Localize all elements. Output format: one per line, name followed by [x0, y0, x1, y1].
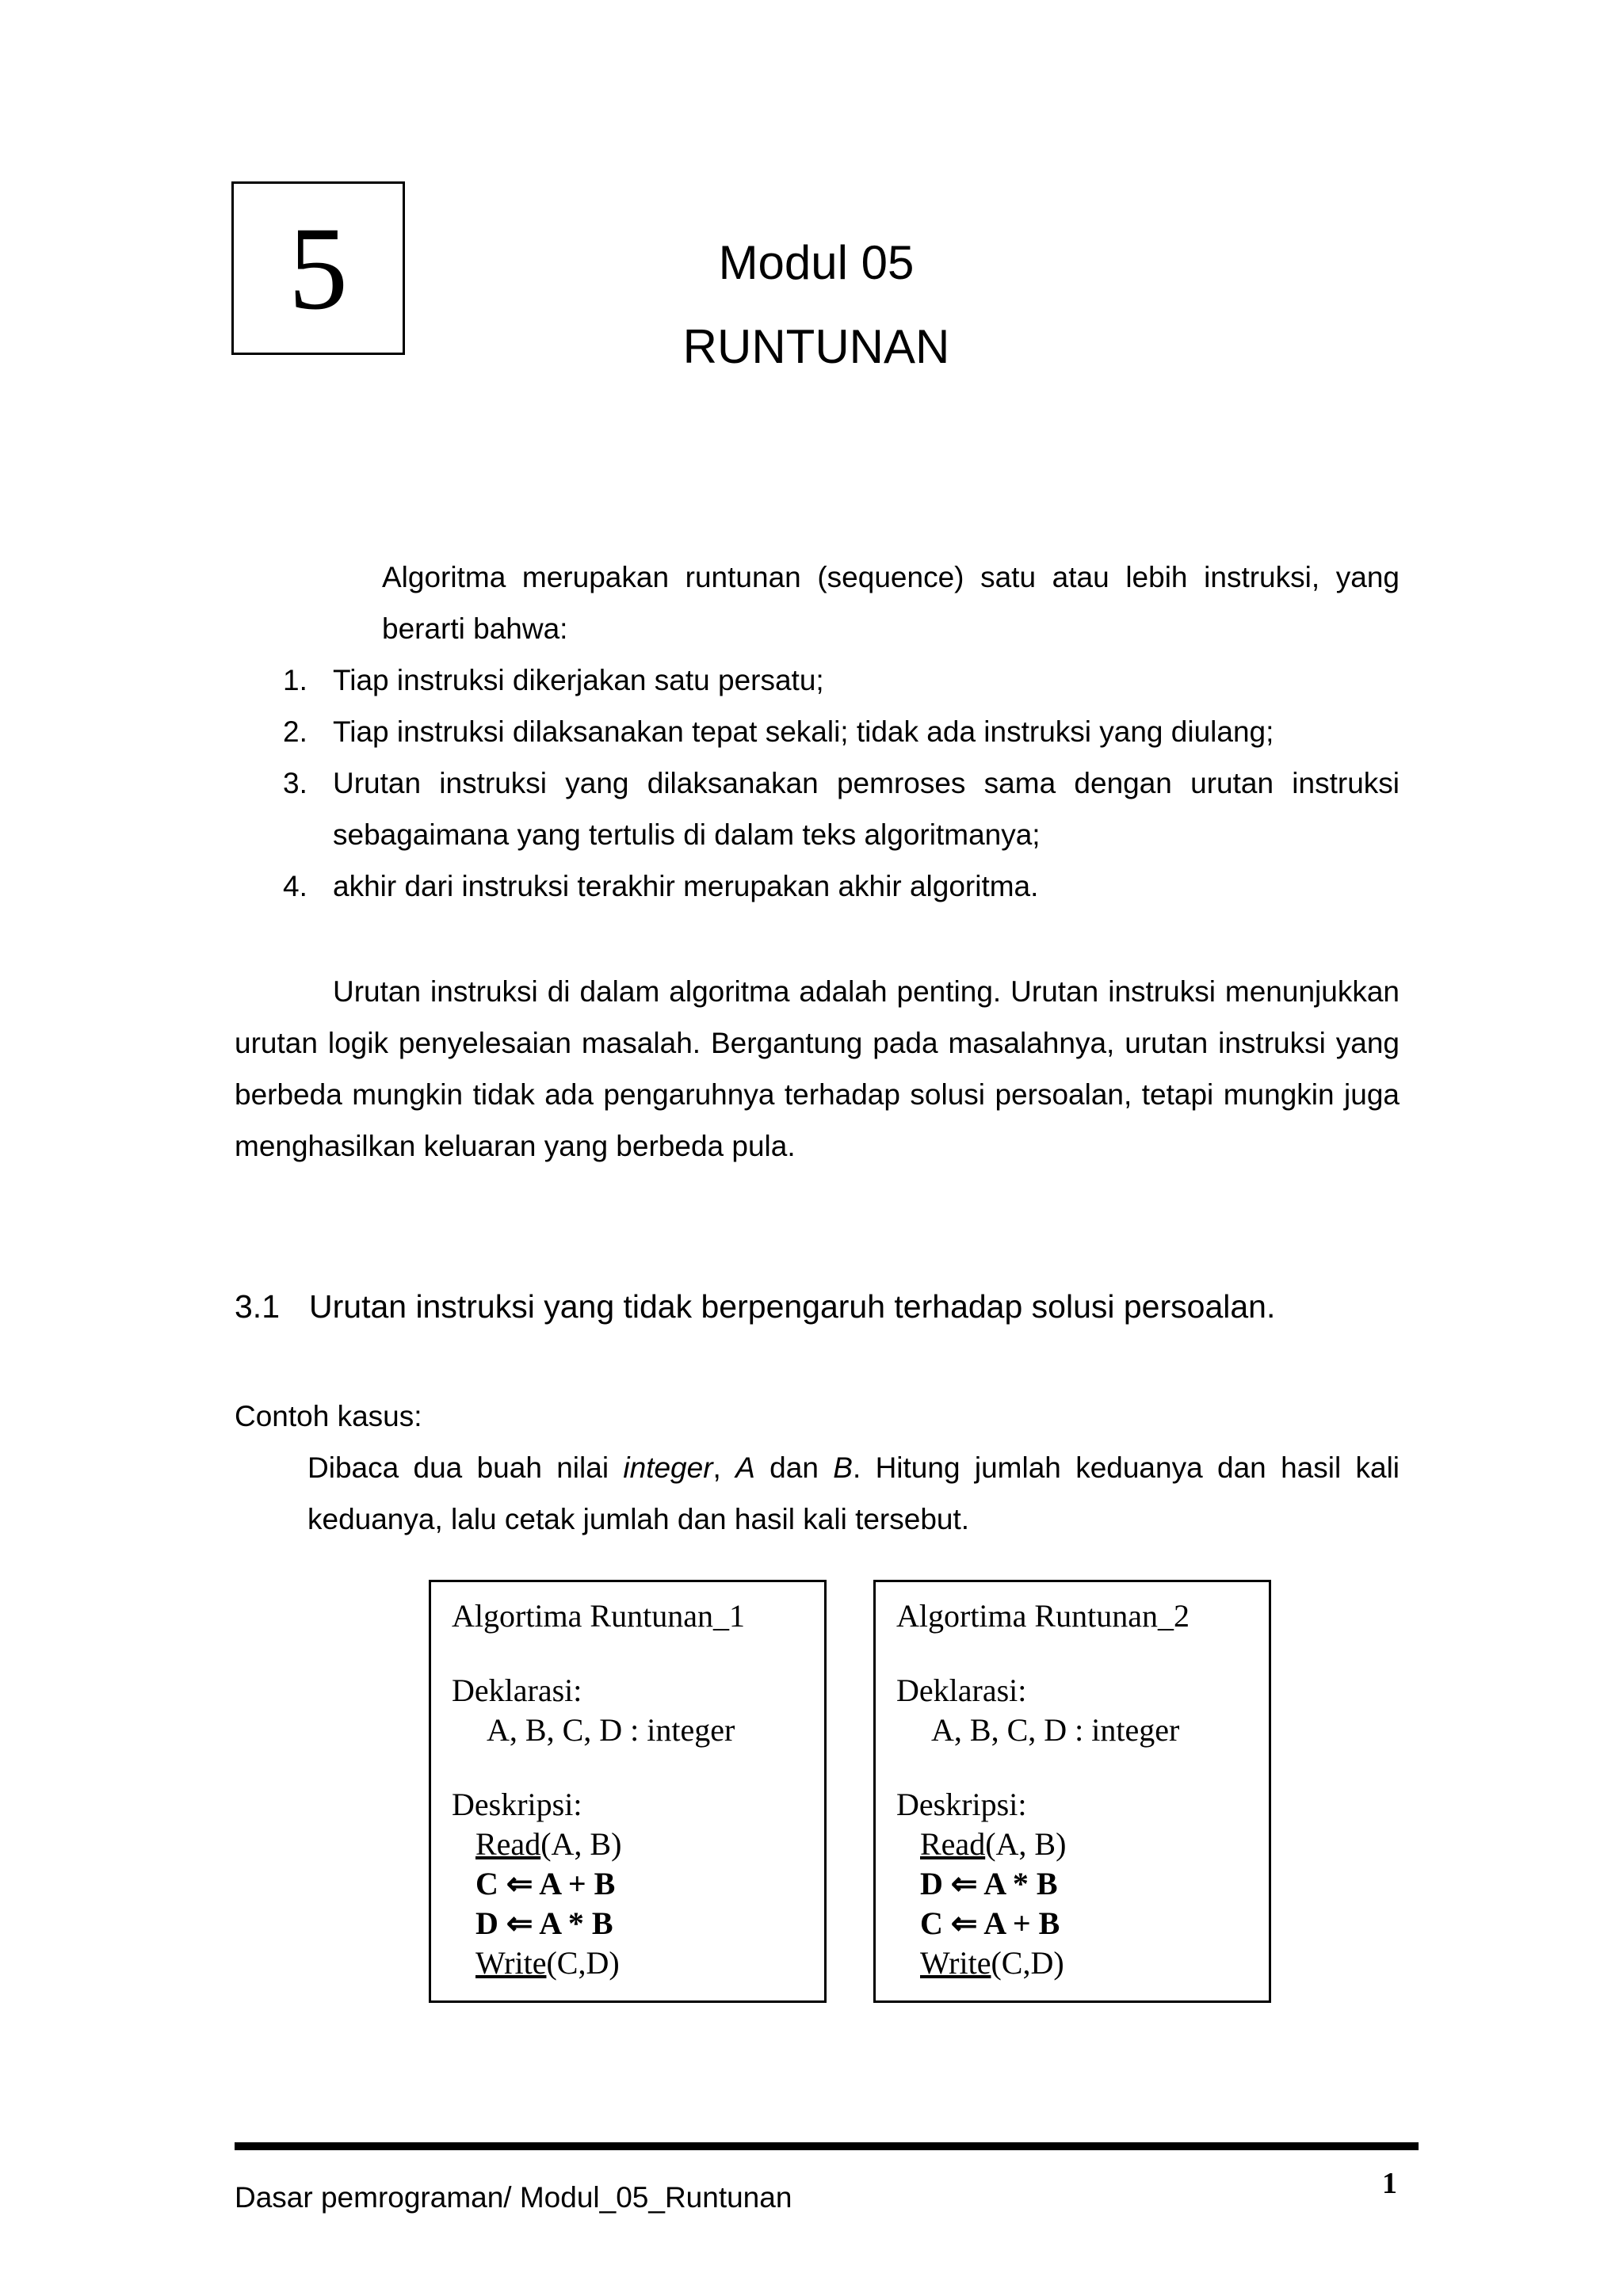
- list-item: [235, 706, 1400, 757]
- declaration-line: A, B, C, D : integer: [931, 1712, 1180, 1748]
- example-text: Dibaca dua buah nilai integer, A dan B. Hitung jumlah keduanya dan hasil kali keduanya, lalu cetak jumlah dan hasil kali tersebut.: [307, 1451, 1400, 1535]
- page-number: 1: [1382, 2167, 1397, 2200]
- declaration-label: Deklarasi:: [896, 1672, 1027, 1708]
- intro-section: [235, 551, 1400, 912]
- list-number: 1.: [283, 664, 307, 696]
- list-number: 3.: [283, 767, 307, 799]
- list-number: 4.: [283, 870, 307, 902]
- chapter-number-box: [231, 181, 405, 355]
- list-item: [235, 860, 1400, 912]
- chapter-number: 5: [288, 202, 348, 334]
- intro-list: [235, 654, 1400, 912]
- declaration-line: A, B, C, D : integer: [487, 1712, 735, 1748]
- module-title: Modul 05: [718, 236, 915, 289]
- description-label: Deskripsi:: [896, 1787, 1027, 1822]
- list-text: Tiap instruksi dikerjakan satu persatu;: [333, 664, 824, 696]
- algorithm-title: Algortima Runtunan_1: [452, 1598, 745, 1634]
- assignment-line: C ⇐ A + B: [475, 1866, 616, 1901]
- list-item: [235, 757, 1400, 860]
- paragraph-order-importance: Urutan instruksi di dalam algoritma adalah penting. Urutan instruksi menunjukkan urutan logik penyelesaian masalah. Bergantung pada masalahnya, urutan instruksi yang berbeda mungkin tidak ada pengaruhnya terhadap solusi persoalan, tetapi mungkin juga menghasilkan keluaran yang berbeda pula.: [235, 975, 1400, 1162]
- list-text: Urutan instruksi yang dilaksanakan pemroses sama dengan urutan instruksi sebagaimana yang tertulis di dalam teks algoritmanya;: [333, 767, 1400, 851]
- assignment-line: C ⇐ A + B: [920, 1905, 1060, 1941]
- write-statement: Write(C,D): [475, 1945, 620, 1981]
- assignment-line: D ⇐ A * B: [475, 1905, 613, 1941]
- list-item: [235, 654, 1400, 706]
- read-statement: Read(A, B): [475, 1826, 622, 1862]
- footer-divider: [235, 2142, 1419, 2150]
- module-subtitle: RUNTUNAN: [682, 320, 950, 373]
- read-statement: Read(A, B): [920, 1826, 1067, 1862]
- algorithm-box-1: [429, 1580, 827, 2003]
- assignment-line: D ⇐ A * B: [920, 1866, 1058, 1901]
- algorithm-box-2: [873, 1580, 1271, 2003]
- declaration-label: Deklarasi:: [452, 1672, 582, 1708]
- section-number: 3.1: [235, 1288, 280, 1325]
- list-text: Tiap instruksi dilaksanakan tepat sekali; tidak ada instruksi yang diulang;: [333, 715, 1274, 748]
- algorithm-title: Algortima Runtunan_2: [896, 1598, 1190, 1634]
- list-number: 2.: [283, 715, 307, 748]
- list-text: akhir dari instruksi terakhir merupakan akhir algoritma.: [333, 870, 1039, 902]
- write-statement: Write(C,D): [920, 1945, 1064, 1981]
- section-heading: [235, 1285, 1275, 1328]
- intro-text: Algoritma merupakan runtunan (sequence) satu atau lebih instruksi, yang berarti bahwa:: [382, 561, 1400, 645]
- description-label: Deskripsi:: [452, 1787, 582, 1822]
- section-title: Urutan instruksi yang tidak berpengaruh terhadap solusi persoalan.: [309, 1288, 1276, 1325]
- example-label: Contoh kasus:: [235, 1400, 422, 1432]
- footer-text: Dasar pemrograman/ Modul_05_Runtunan: [235, 2181, 792, 2214]
